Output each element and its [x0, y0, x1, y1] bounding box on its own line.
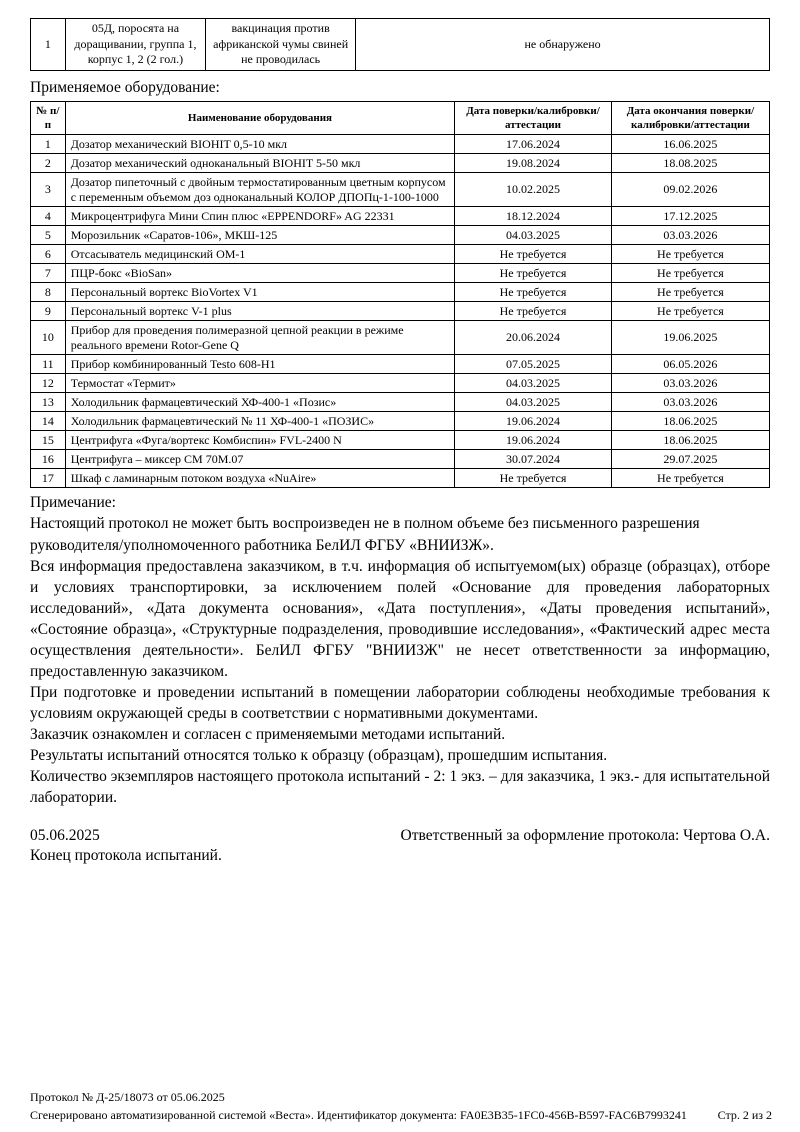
equipment-calibration-end-date: 03.03.2026	[611, 393, 769, 412]
table-row	[31, 264, 770, 283]
equipment-row-number: 14	[31, 412, 66, 431]
table-row	[31, 135, 770, 154]
sample-results-table-body	[31, 19, 770, 71]
equipment-calibration-end-date: 09.02.2026	[611, 173, 769, 207]
equipment-row-number: 13	[31, 393, 66, 412]
notes-heading: Примечание:	[30, 494, 116, 512]
page-footer	[30, 1088, 772, 1124]
equipment-calibration-date: 07.05.2025	[455, 355, 612, 374]
end-of-protocol-line: Конец протокола испытаний.	[30, 846, 222, 864]
equipment-name: Прибор комбинированный Testo 608-H1	[65, 355, 454, 374]
equipment-row-number: 3	[31, 173, 66, 207]
table-row	[31, 321, 770, 355]
equipment-calibration-date: 04.03.2025	[455, 393, 612, 412]
note-paragraph: Настоящий протокол не может быть воспроизведен не в полном объеме без письменного разрешения руководителя/уполномоченного работника БелИЛ ФГБУ «ВНИИЗЖ».	[30, 515, 700, 554]
equipment-row-number: 5	[31, 226, 66, 245]
equipment-calibration-date: 19.06.2024	[455, 412, 612, 431]
equipment-name: Персональный вортекс BioVortex V1	[65, 283, 454, 302]
equipment-name: Дозатор пипеточный с двойным термостатированным цветным корпусом с переменным объемом доз одноканальный КОЛОР ДПОПц-1-100-1000	[65, 173, 454, 207]
equipment-name: Центрифуга – миксер СМ 70М.07	[65, 450, 454, 469]
equipment-calibration-end-date: 19.06.2025	[611, 321, 769, 355]
note-paragraph: Результаты испытаний относятся только к образцу (образцам), прошедшим испытания.	[30, 747, 608, 765]
equipment-calibration-date: 10.02.2025	[455, 173, 612, 207]
table-row	[31, 469, 770, 488]
equipment-row-number: 8	[31, 283, 66, 302]
equipment-calibration-end-date: 18.08.2025	[611, 154, 769, 173]
signoff-date: 05.06.2025	[30, 826, 100, 844]
equipment-calibration-date: 19.06.2024	[455, 431, 612, 450]
column-header-num: № п/п	[31, 101, 66, 135]
sample-vaccination-info: вакцинация против африканской чумы свиней не проводилась	[206, 19, 356, 71]
table-row	[31, 431, 770, 450]
equipment-row-number: 6	[31, 245, 66, 264]
equipment-name: Термостат «Термит»	[65, 374, 454, 393]
column-header-name: Наименование оборудования	[65, 101, 454, 135]
equipment-calibration-date: 17.06.2024	[455, 135, 612, 154]
equipment-row-number: 4	[31, 207, 66, 226]
footer-page-indicator: Стр. 2 из 2	[717, 1108, 772, 1122]
table-row	[31, 19, 770, 71]
note-paragraph: Количество экземпляров настоящего протокола испытаний - 2: 1 экз. – для заказчика, 1 экз.- для испытательной лаборатории.	[30, 768, 770, 807]
equipment-row-number: 9	[31, 302, 66, 321]
equipment-calibration-date: Не требуется	[455, 245, 612, 264]
note-paragraph: При подготовке и проведении испытаний в помещении лаборатории соблюдены необходимые требования к условиям окружающей среды в соответствии с нормативными документами.	[30, 684, 770, 723]
equipment-calibration-date: 19.08.2024	[455, 154, 612, 173]
equipment-name: ПЦР-бокс «BioSan»	[65, 264, 454, 283]
equipment-calibration-date: Не требуется	[455, 283, 612, 302]
equipment-calibration-date: Не требуется	[455, 264, 612, 283]
sample-results-table	[30, 18, 770, 71]
table-row	[31, 450, 770, 469]
equipment-calibration-end-date: 18.06.2025	[611, 431, 769, 450]
equipment-name: Дозатор механический BIOHIT 0,5-10 мкл	[65, 135, 454, 154]
table-row	[31, 412, 770, 431]
signoff-responsible: Ответственный за оформление протокола: Чертова О.А.	[400, 826, 770, 844]
notes-paragraphs	[30, 513, 770, 808]
equipment-calibration-date: 04.03.2025	[455, 226, 612, 245]
equipment-row-number: 10	[31, 321, 66, 355]
equipment-name: Центрифуга «Фуга/вортекс Комбиспин» FVL-2400 N	[65, 431, 454, 450]
equipment-section-heading: Применяемое оборудование:	[30, 78, 220, 96]
table-row	[31, 173, 770, 207]
equipment-calibration-end-date: 03.03.2026	[611, 226, 769, 245]
note-paragraph: Заказчик ознакомлен и согласен с применяемыми методами испытаний.	[30, 726, 506, 744]
equipment-name: Морозильник «Саратов-106», МКШ-125	[65, 226, 454, 245]
notes-section	[30, 492, 770, 808]
equipment-calibration-end-date: 29.07.2025	[611, 450, 769, 469]
equipment-calibration-end-date: 17.12.2025	[611, 207, 769, 226]
equipment-table-header-row	[31, 101, 770, 135]
equipment-calibration-date: 18.12.2024	[455, 207, 612, 226]
equipment-calibration-end-date: 03.03.2026	[611, 374, 769, 393]
equipment-name: Шкаф с ламинарным потоком воздуха «NuAire»	[65, 469, 454, 488]
equipment-name: Холодильник фармацевтический ХФ-400-1 «Позис»	[65, 393, 454, 412]
equipment-calibration-end-date: Не требуется	[611, 264, 769, 283]
table-row	[31, 374, 770, 393]
equipment-calibration-end-date: Не требуется	[611, 245, 769, 264]
equipment-row-number: 7	[31, 264, 66, 283]
equipment-row-number: 17	[31, 469, 66, 488]
equipment-table	[30, 101, 770, 489]
equipment-calibration-date: 30.07.2024	[455, 450, 612, 469]
equipment-calibration-end-date: 16.06.2025	[611, 135, 769, 154]
equipment-calibration-end-date: Не требуется	[611, 302, 769, 321]
equipment-calibration-end-date: Не требуется	[611, 283, 769, 302]
equipment-row-number: 2	[31, 154, 66, 173]
sample-row-number: 1	[31, 19, 66, 71]
equipment-calibration-date: Не требуется	[455, 302, 612, 321]
equipment-calibration-end-date: 18.06.2025	[611, 412, 769, 431]
table-row	[31, 355, 770, 374]
table-row	[31, 154, 770, 173]
equipment-row-number: 1	[31, 135, 66, 154]
footer-generated-by: Сгенерировано автоматизированной системой «Веста». Идентификатор документа: FA0E3B35-1FC0-456B-B597-FAC6B7993241	[30, 1108, 687, 1122]
sample-description: 05Д, поросята на доращивании, группа 1, корпус 1, 2 (2 гол.)	[65, 19, 205, 71]
equipment-name: Прибор для проведения полимеразной цепной реакции в режиме реального времени Rotor-Gene Q	[65, 321, 454, 355]
equipment-name: Персональный вортекс V-1 plus	[65, 302, 454, 321]
equipment-calibration-date: Не требуется	[455, 469, 612, 488]
equipment-calibration-date: 04.03.2025	[455, 374, 612, 393]
table-row	[31, 283, 770, 302]
equipment-calibration-end-date: 06.05.2026	[611, 355, 769, 374]
equipment-name: Холодильник фармацевтический № 11 ХФ-400-1 «ПОЗИС»	[65, 412, 454, 431]
column-header-date-end: Дата окончания поверки/калибровки/аттестации	[611, 101, 769, 135]
sample-result: не обнаружено	[356, 19, 770, 71]
table-row	[31, 207, 770, 226]
equipment-row-number: 16	[31, 450, 66, 469]
equipment-calibration-end-date: Не требуется	[611, 469, 769, 488]
equipment-row-number: 15	[31, 431, 66, 450]
table-row	[31, 245, 770, 264]
footer-protocol-number: Протокол № Д-25/18073 от 05.06.2025	[30, 1090, 225, 1104]
table-row	[31, 226, 770, 245]
equipment-row-number: 11	[31, 355, 66, 374]
note-paragraph: Вся информация предоставлена заказчиком, в т.ч. информация об испытуемом(ых) образце (образцах), отборе и условиях транспортировки, за исключением полей «Основание для проведения лабораторных исследований», «Дата документа основания», «Дата поступления», «Даты проведения испытаний», «Состояние образца», «Структурные подразделения, проводившие исследования», «Фактический адрес места осуществления деятельности». БелИЛ ФГБУ "ВНИИЗЖ" не несет ответственности за информацию, предоставленную заказчиком.	[30, 557, 770, 680]
equipment-calibration-date: 20.06.2024	[455, 321, 612, 355]
column-header-date: Дата поверки/калибровки/аттестации	[455, 101, 612, 135]
signoff-row	[30, 827, 770, 845]
equipment-name: Микроцентрифуга Мини Спин плюс «EPPENDORF» AG 22331	[65, 207, 454, 226]
table-row	[31, 393, 770, 412]
equipment-name: Отсасыватель медицинский ОМ-1	[65, 245, 454, 264]
table-row	[31, 302, 770, 321]
equipment-row-number: 12	[31, 374, 66, 393]
equipment-table-body	[31, 135, 770, 488]
equipment-name: Дозатор механический одноканальный BIOHIT 5-50 мкл	[65, 154, 454, 173]
